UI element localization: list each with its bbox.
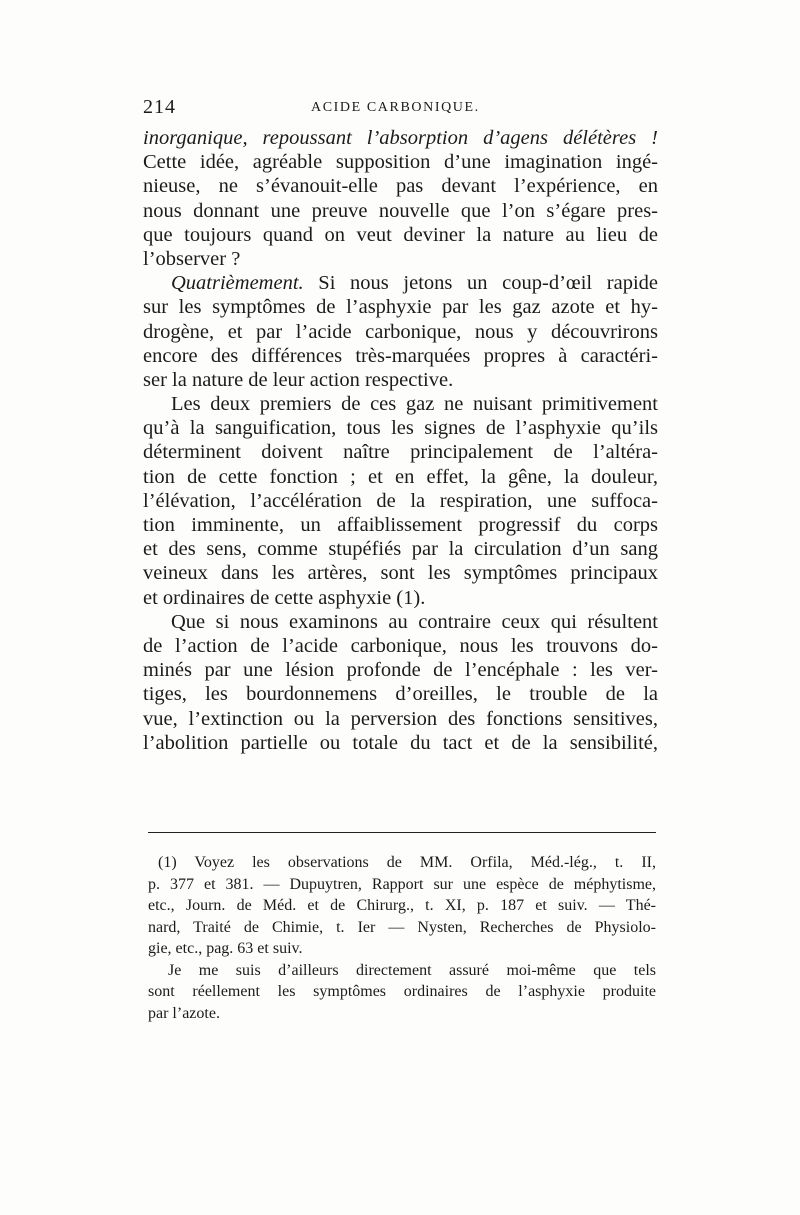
body-line: que toujours quand on veut deviner la nature au lieu de (143, 223, 658, 246)
body-line: Les deux premiers de ces gaz ne nuisant primitivement (171, 393, 658, 416)
footnote-divider (148, 832, 656, 833)
footnote-line: (1) Voyez les observations de MM. Orfila, Méd.-lég., t. II, (158, 854, 656, 871)
body-line: déterminent doivent naître principalement de l’altéra- (143, 441, 658, 464)
body-line: encore des différences très-marquées propres à caractéri- (143, 344, 658, 367)
footnote-line: sont réellement les symptômes ordinaires de l’asphyxie produite (148, 983, 656, 1000)
footnote-line: par l’azote. (148, 1004, 220, 1022)
section-marker: Quatrièmement. (171, 272, 304, 295)
body-line: l’observer ? (143, 247, 241, 270)
body-line: inorganique, repoussant l’absorption d’agens délétères ! (143, 127, 658, 149)
body-line: minés par une lésion profonde de l’encéphale : les ver- (143, 659, 658, 682)
body-line: et ordinaires de cette asphyxie (1). (143, 586, 426, 609)
body-line: et des sens, comme stupéfiés par la circulation d’un sang (143, 538, 658, 561)
body-line: sur les symptômes de l’asphyxie par les gaz azote et hy- (143, 296, 658, 319)
body-line: Que si nous examinons au contraire ceux qui résultent (171, 610, 658, 633)
main-text (143, 126, 658, 755)
body-line: de l’action de l’acide carbonique, nous les trouvons do- (143, 634, 658, 657)
body-line-rest: Si nous jetons un coup-d’œil rapide (303, 272, 658, 295)
footnotes (148, 852, 656, 1024)
body-line: Cette idée, agréable supposition d’une imagination ingé- (143, 151, 658, 174)
body-line: veineux dans les artères, sont les symptômes principaux (143, 562, 658, 585)
footnote-line: nard, Traité de Chimie, t. Ier — Nysten, Recherches de Physiolo- (148, 918, 656, 936)
body-line: qu’à la sanguification, tous les signes de l’asphyxie qu’ils (143, 417, 658, 440)
page-header (143, 96, 663, 124)
body-line: drogène, et par l’acide carbonique, nous y découvrirons (143, 320, 658, 343)
footnote-line: Je me suis d’ailleurs directement assuré moi-même que tels (168, 961, 656, 979)
footnote-line: gie, etc., pag. 63 et suiv. (148, 940, 303, 957)
body-line: vue, l’extinction ou la perversion des fonctions sensitives, (143, 707, 658, 730)
footnote-line: p. 377 et 381. — Dupuytren, Rapport sur une espèce de méphytisme, (148, 875, 656, 893)
running-title: ACIDE CARBONIQUE. (311, 100, 480, 115)
body-line: nieuse, ne s’évanouit-elle pas devant l’expérience, en (143, 175, 658, 198)
body-line: nous donnant une preuve nouvelle que l’on s’égare pres- (143, 199, 658, 222)
body-line: ser la nature de leur action respective. (143, 368, 454, 391)
body-line: tion imminente, un affaiblissement progressif du corps (143, 514, 658, 536)
body-line: l’élévation, l’accélération de la respiration, une suffoca- (143, 489, 658, 512)
body-line: tion de cette fonction ; et en effet, la gêne, la douleur, (143, 465, 658, 488)
page-number: 214 (143, 96, 176, 118)
footnote-line: etc., Journ. de Méd. et de Chirurg., t. XI, p. 187 et suiv. — Thé- (148, 897, 656, 914)
body-line: l’abolition partielle ou totale du tact et de la sensibilité, (143, 731, 658, 754)
body-line (143, 271, 658, 295)
body-line: tiges, les bourdonnemens d’oreilles, le trouble de la (143, 683, 658, 706)
